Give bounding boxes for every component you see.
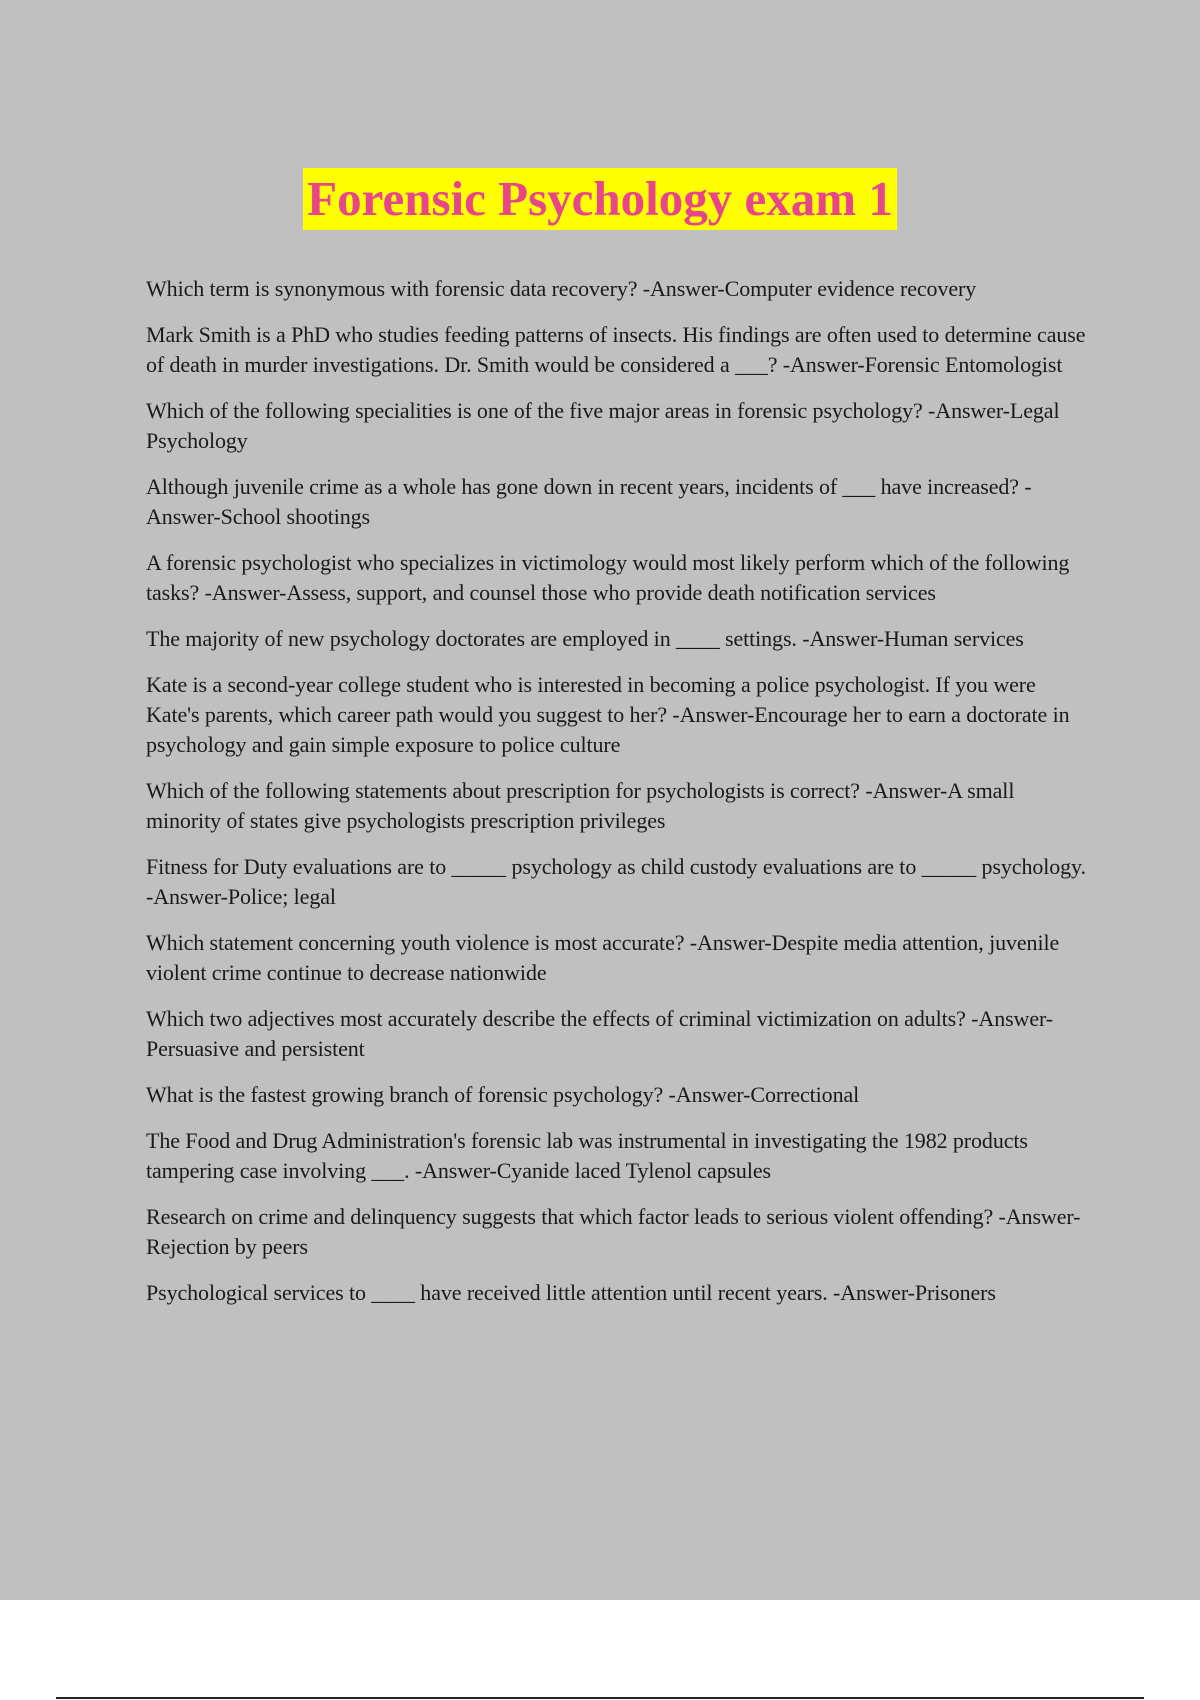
qa-item: Although juvenile crime as a whole has gone down in recent years, incidents of ___ have increased? -Answer-School shootings xyxy=(146,474,1032,529)
document-title: Forensic Psychology exam 1 xyxy=(303,168,897,230)
qa-item: What is the fastest growing branch of forensic psychology? -Answer-Correctional xyxy=(146,1082,860,1107)
qa-list xyxy=(146,274,1094,1324)
qa-item: The Food and Drug Administration's forensic lab was instrumental in investigating the 1982 products tampering case involving ___. -Answer-Cyanide laced Tylenol capsules xyxy=(146,1128,1028,1183)
qa-item: Which of the following specialities is one of the five major areas in forensic psychology? -Answer-Legal Psychology xyxy=(146,398,1060,453)
qa-item: Which two adjectives most accurately describe the effects of criminal victimization on adults? -Answer-Persuasive and persistent xyxy=(146,1006,1054,1061)
qa-item: Research on crime and delinquency suggests that which factor leads to serious violent offending? -Answer-Rejection by peers xyxy=(146,1204,1081,1259)
qa-item: Which term is synonymous with forensic data recovery? -Answer-Computer evidence recovery xyxy=(146,276,977,301)
footer-divider xyxy=(56,1697,1144,1699)
qa-item: Fitness for Duty evaluations are to _____ psychology as child custody evaluations are to _____ psychology. -Answer-Police; legal xyxy=(146,854,1086,909)
qa-item: Which statement concerning youth violence is most accurate? -Answer-Despite media attention, juvenile violent crime continue to decrease nationwide xyxy=(146,930,1060,985)
qa-item: A forensic psychologist who specializes in victimology would most likely perform which of the following tasks? -Answer-Assess, support, and counsel those who provide death notification services xyxy=(146,550,1070,605)
qa-item: Which of the following statements about prescription for psychologists is correct? -Answer-A small minority of states give psychologists prescription privileges xyxy=(146,778,1015,833)
qa-item: Psychological services to ____ have received little attention until recent years. -Answer-Prisoners xyxy=(146,1280,996,1305)
qa-item: The majority of new psychology doctorates are employed in ____ settings. -Answer-Human services xyxy=(146,626,1024,651)
title-container xyxy=(0,168,1200,230)
qa-item: Mark Smith is a PhD who studies feeding patterns of insects. His findings are often used to determine cause of death in murder investigations. Dr. Smith would be considered a ___? -Answer-Forensic Entomologist xyxy=(146,322,1086,377)
qa-item: Kate is a second-year college student who is interested in becoming a police psychologist. If you were Kate's parents, which career path would you suggest to her? -Answer-Encourage her to earn a doctorate in psychology and gain simple exposure to police culture xyxy=(146,672,1070,757)
